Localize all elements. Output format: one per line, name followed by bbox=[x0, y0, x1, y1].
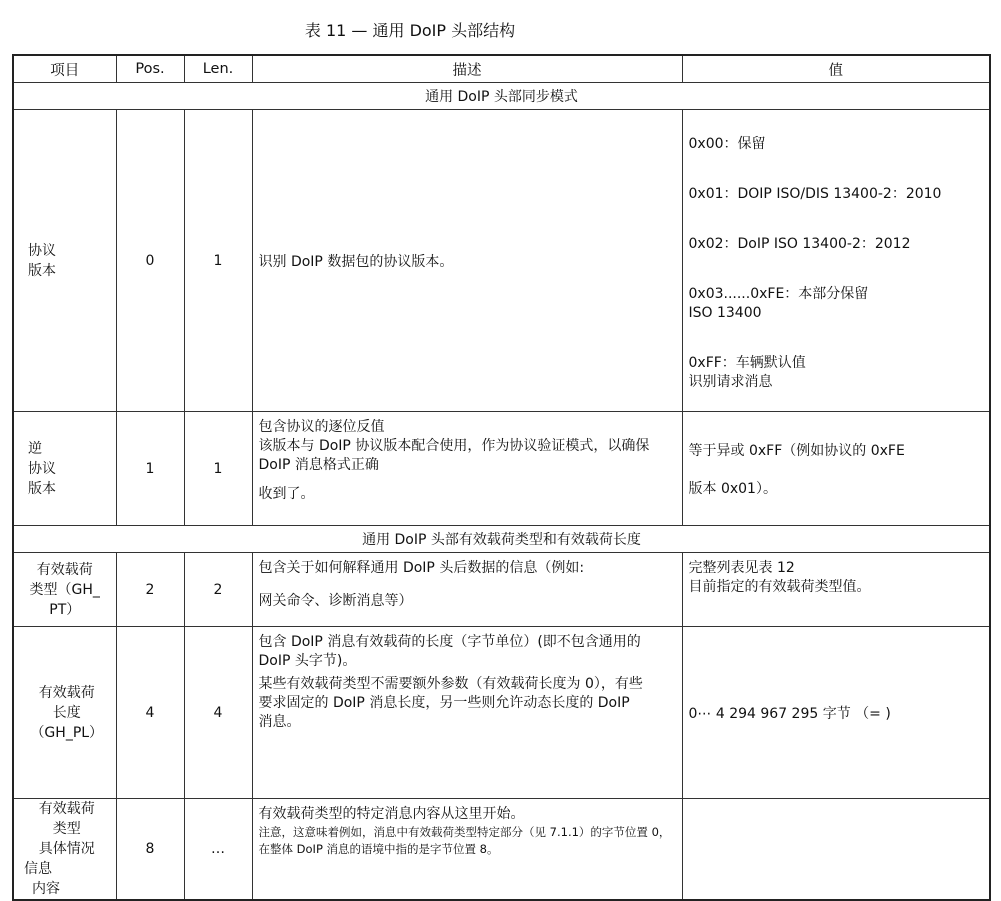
desc-note: 注意，这意味着例如，消息中有效载荷类型特定部分（见 7.1.1）的字节位置 0，在整体 DoIP 消息的语境中指的是字节位置 8。 bbox=[258, 825, 671, 856]
section-row-payload bbox=[13, 526, 990, 553]
pos-cell: 4 bbox=[116, 627, 184, 799]
label-line: 长度 bbox=[52, 704, 81, 721]
desc-line: 该版本与 DoIP 协议版本配合使用，作为协议验证模式，以确保 DoIP 消息格式正确 bbox=[258, 438, 650, 473]
desc-cell bbox=[252, 412, 682, 526]
table-row-payload-type bbox=[13, 553, 990, 627]
label-line: 协议 bbox=[28, 242, 56, 259]
desc-cell: 识别 DoIP 数据包的协议版本。 bbox=[252, 110, 682, 412]
value-cell bbox=[682, 412, 990, 526]
desc-line: 包含协议的逐位反值 bbox=[258, 419, 385, 435]
value-item: 0xFF：车辆默认值 识别请求消息 bbox=[688, 355, 806, 390]
section-sync-title: 通用 DoIP 头部同步模式 bbox=[13, 83, 990, 110]
doip-header-table bbox=[12, 54, 991, 901]
label-line: 协议 bbox=[28, 460, 56, 477]
label-line: 类型（GH_ bbox=[29, 581, 100, 598]
desc-line: 网关命令、诊断消息等） bbox=[258, 593, 413, 609]
desc-line: 包含关于如何解释通用 DoIP 头后数据的信息（例如: bbox=[258, 560, 585, 576]
label-line: （GH_PL） bbox=[30, 724, 104, 741]
label-line: 信息 bbox=[24, 861, 52, 877]
row-label bbox=[13, 412, 116, 526]
desc-cell bbox=[252, 553, 682, 627]
label-line: 版本 bbox=[28, 480, 56, 497]
desc-cell bbox=[252, 627, 682, 799]
label-line: 类型 bbox=[52, 821, 81, 837]
section-row-sync bbox=[13, 83, 990, 110]
pos-cell: 1 bbox=[116, 412, 184, 526]
label-line: 有效载荷 bbox=[36, 561, 93, 578]
section-payload-title: 通用 DoIP 头部有效载荷类型和有效载荷长度 bbox=[13, 526, 990, 553]
value-line: 版本 0x01）。 bbox=[688, 480, 777, 497]
desc-cell bbox=[252, 799, 682, 901]
value-line: 等于异或 0xFF（例如协议的 0xFE bbox=[688, 442, 905, 459]
header-desc: 描述 bbox=[252, 55, 682, 83]
row-label bbox=[13, 799, 116, 901]
row-label bbox=[13, 553, 116, 627]
desc-line: 有效载荷类型的特定消息内容从这里开始。 bbox=[258, 806, 525, 822]
value-item: 0x01：DOIP ISO/DIS 13400-2：2010 bbox=[688, 186, 942, 202]
label-line: 内容 bbox=[32, 881, 60, 897]
table-title: 表 11 — 通用 DoIP 头部结构 bbox=[304, 21, 516, 40]
pos-cell: 2 bbox=[116, 553, 184, 627]
header-val: 值 bbox=[682, 55, 990, 83]
value-item: 0x00：保留 bbox=[688, 136, 766, 152]
table-row-protocol-version bbox=[13, 110, 990, 412]
label-line: 有效载荷 bbox=[38, 801, 95, 817]
len-cell: … bbox=[184, 799, 252, 901]
table-row-inverse-version bbox=[13, 412, 990, 526]
value-cell: 完整列表见表 12 目前指定的有效载荷类型值。 bbox=[682, 553, 990, 627]
header-len: Len. bbox=[184, 55, 252, 83]
header-item: 项目 bbox=[13, 55, 116, 83]
value-item: 0x02：DoIP ISO 13400-2：2012 bbox=[688, 236, 911, 252]
len-cell: 1 bbox=[184, 110, 252, 412]
desc-line: 收到了。 bbox=[258, 486, 315, 502]
label-line: PT） bbox=[49, 601, 81, 618]
table-row-payload-length bbox=[13, 627, 990, 799]
len-cell: 4 bbox=[184, 627, 252, 799]
row-label bbox=[13, 110, 116, 412]
desc-line: 某些有效载荷类型不需要额外参数（有效载荷长度为 0），有些要求固定的 DoIP 消息长度，另一些则允许动态长度的 DoIP 消息。 bbox=[258, 676, 643, 730]
label-line: 逆 bbox=[28, 440, 42, 457]
label-line: 版本 bbox=[28, 262, 56, 279]
table-row-payload-content bbox=[13, 799, 990, 901]
value-item: 0x03......0xFE：本部分保留 ISO 13400 bbox=[688, 286, 869, 321]
len-cell: 2 bbox=[184, 553, 252, 627]
value-cell bbox=[682, 799, 990, 901]
header-row bbox=[13, 55, 990, 83]
pos-cell: 8 bbox=[116, 799, 184, 901]
row-label bbox=[13, 627, 116, 799]
header-pos: Pos. bbox=[116, 55, 184, 83]
desc-line: 包含 DoIP 消息有效载荷的长度（字节单位）(即不包含通用的 DoIP 头字节)。 bbox=[258, 634, 641, 669]
label-line: 有效载荷 bbox=[38, 684, 95, 701]
len-cell: 1 bbox=[184, 412, 252, 526]
label-line: 具体情况 bbox=[38, 841, 95, 857]
value-cell bbox=[682, 110, 990, 412]
value-cell: 0⋯ 4 294 967 295 字节 （= ) bbox=[682, 627, 990, 799]
pos-cell: 0 bbox=[116, 110, 184, 412]
